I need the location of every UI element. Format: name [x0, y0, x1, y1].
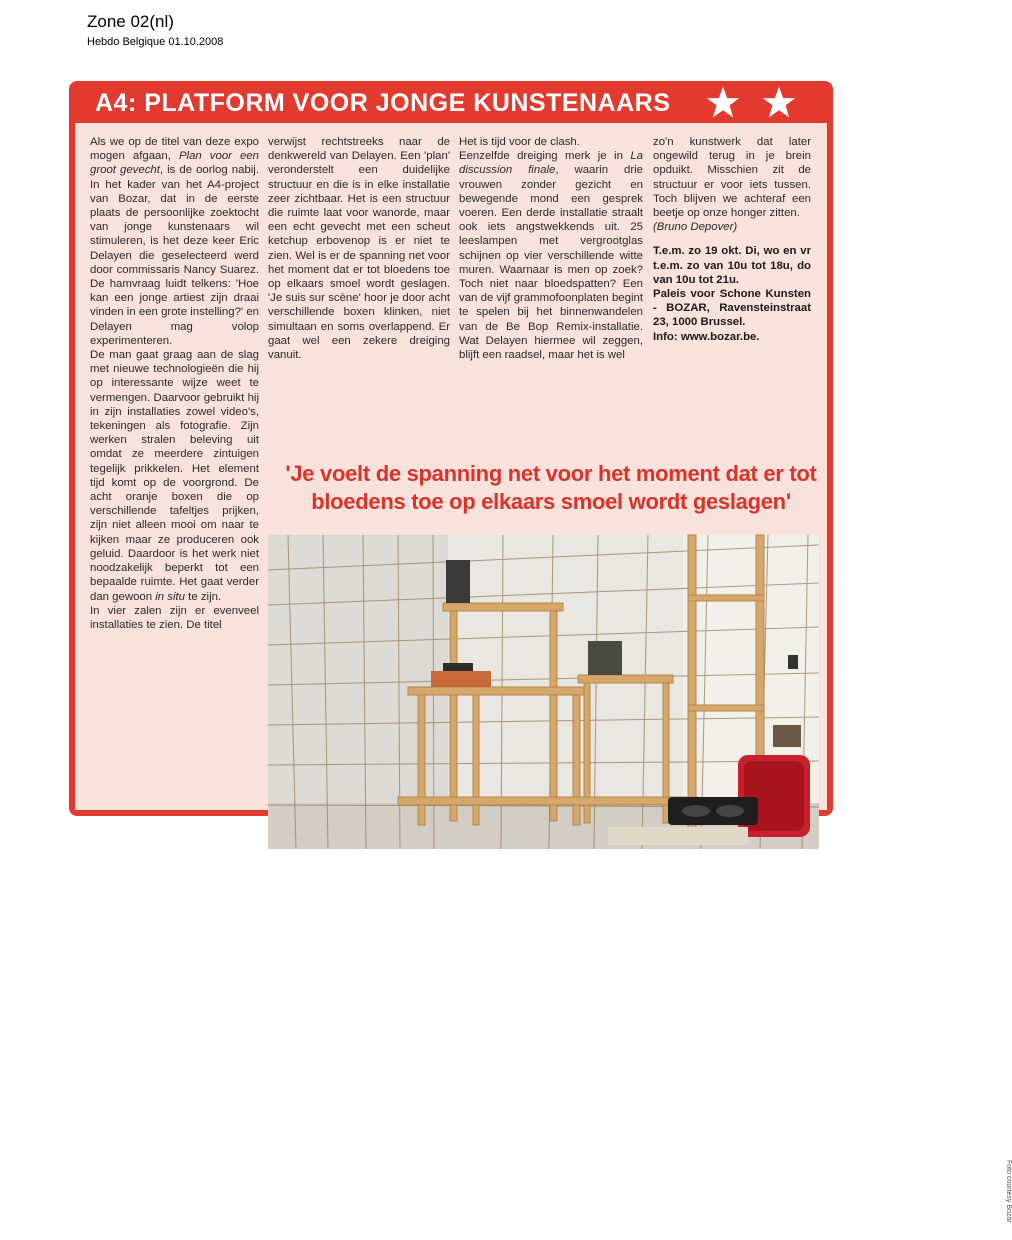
installation-photo-drawing — [268, 535, 819, 849]
column-1-paragraph-2: De man gaat graag aan de slag met nieuwe technologieën die hij op interessante wijze weet te vermengen. Daarvoor gebruikt hij in zijn installaties zowel video's, tekeningen als fotografie. Zijn werken stralen beleving uit omdat ze meerdere zintuigen tegelijk prikkelen. Het element tijd komt op de voorgrond. De acht oranje boxen die op verschillende tafeltjes prijken, zijn niet alleen mooi om naar te kijken maar ze produceren ook geluid. Daardoor is het werk niet noodzakelijk beperkt tot een bepaalde ruimte. Het gaat verder dan gewoon in situ te zijn. — [90, 349, 259, 603]
column-3-paragraph-1: Het is tijd voor de clash. — [459, 136, 580, 148]
exhibition-dates: T.e.m. zo 19 okt. Di, wo en vr t.e.m. zo van 10u tot 18u, do van 10u tot 21u. — [653, 245, 811, 286]
column-3-paragraph-2: Eenzelfde dreiging merk je in La discussion finale, waarin drie vrouwen zonder gezicht en bewegende mond een gesprek voeren. Een derde installatie straalt ook iets angstwekkends uit. 25 leeslampen met vergrootglas schijnen op vier verschillende witte muren. Waarnaar is men op zoek? Toch niet naar bloedspatten? Een van de vijf grammofoonplaten begint te spelen bij het binnenwandelen van de Be Bop Remix-installatie. Wat Delayen hiermee wil zeggen, blijft een raadsel, maar het is wel — [459, 150, 644, 362]
star-icon — [705, 85, 741, 121]
pull-quote: 'Je voelt de spanning net voor het moment dat er tot bloedens toe op elkaars smoel wordt geslagen' — [285, 461, 817, 514]
article-body — [75, 123, 1012, 1223]
column-4-paragraph: zo'n kunstwerk dat later ongewild terug in je brein opduikt. Misschien zit de structuur er voor iets tussen. Toch blijven we achteraf een beetje op onze honger zitten. — [653, 136, 811, 220]
installation-photo — [268, 535, 1012, 1223]
photo-credit: Foto courtesy Bozar — [1005, 1160, 1012, 1223]
clipping-header-zone: Zone 02(nl) — [87, 12, 174, 31]
article-title: A4: PLATFORM VOOR JONGE KUNSTENAARS — [95, 89, 671, 117]
column-1-paragraph-1: Als we op de titel van deze expo mogen afgaan, Plan voor een groot gevecht, is de oorlog nabij. In het kader van het A4-project van Bozar, dat in de eerste plaats de persoonlijke zoektocht van jonge kunstenaars wil stimuleren, is het deze keer Eric Delayen die geselecteerd werd door commissaris Nancy Suarez. De hamvraag luidt telkens: 'Hoe kan een jonge artiest zijn draai vinden in een grote instelling?' en Delayen mag volop experimenteren. — [90, 136, 259, 347]
column-2-paragraph: verwijst rechtstreeks naar de denkwereld van Delayen. Een 'plan' veronderstelt een duidelijke structuur en die is in elke installatie zeer zichtbaar. Het is een structuur die ruimte laat voor wanorde, maar een echt gevecht met een scheut ketchup erbovenop is er niet te zien. Wel is er de spanning net voor het moment dat er tot bloedens toe op elkaars smoel wordt geslagen. 'Je suis sur scène' hoor je door acht verschillende boxen klinken, niet simultaan en soms overlappend. Er gaat wel een zekere dreiging vanuit. — [268, 136, 450, 362]
exhibition-venue: Paleis voor Schone Kunsten - BOZAR, Ravensteinstraat 23, 1000 Brussel. — [653, 288, 811, 329]
article-column-1 — [90, 135, 259, 632]
star-icon — [761, 85, 797, 121]
article-clipping — [69, 81, 1012, 1223]
clipping-header-source: Hebdo Belgique 01.10.2008 — [87, 36, 224, 48]
article-column-2 — [268, 135, 450, 362]
author-signature: (Bruno Depover) — [653, 221, 738, 234]
exhibition-info-link: Info: www.bozar.be. — [653, 330, 760, 343]
column-1-paragraph-3: In vier zalen zijn er evenveel installaties te zien. De titel — [90, 604, 259, 631]
article-column-3 — [459, 135, 643, 362]
article-column-4 — [653, 135, 811, 344]
